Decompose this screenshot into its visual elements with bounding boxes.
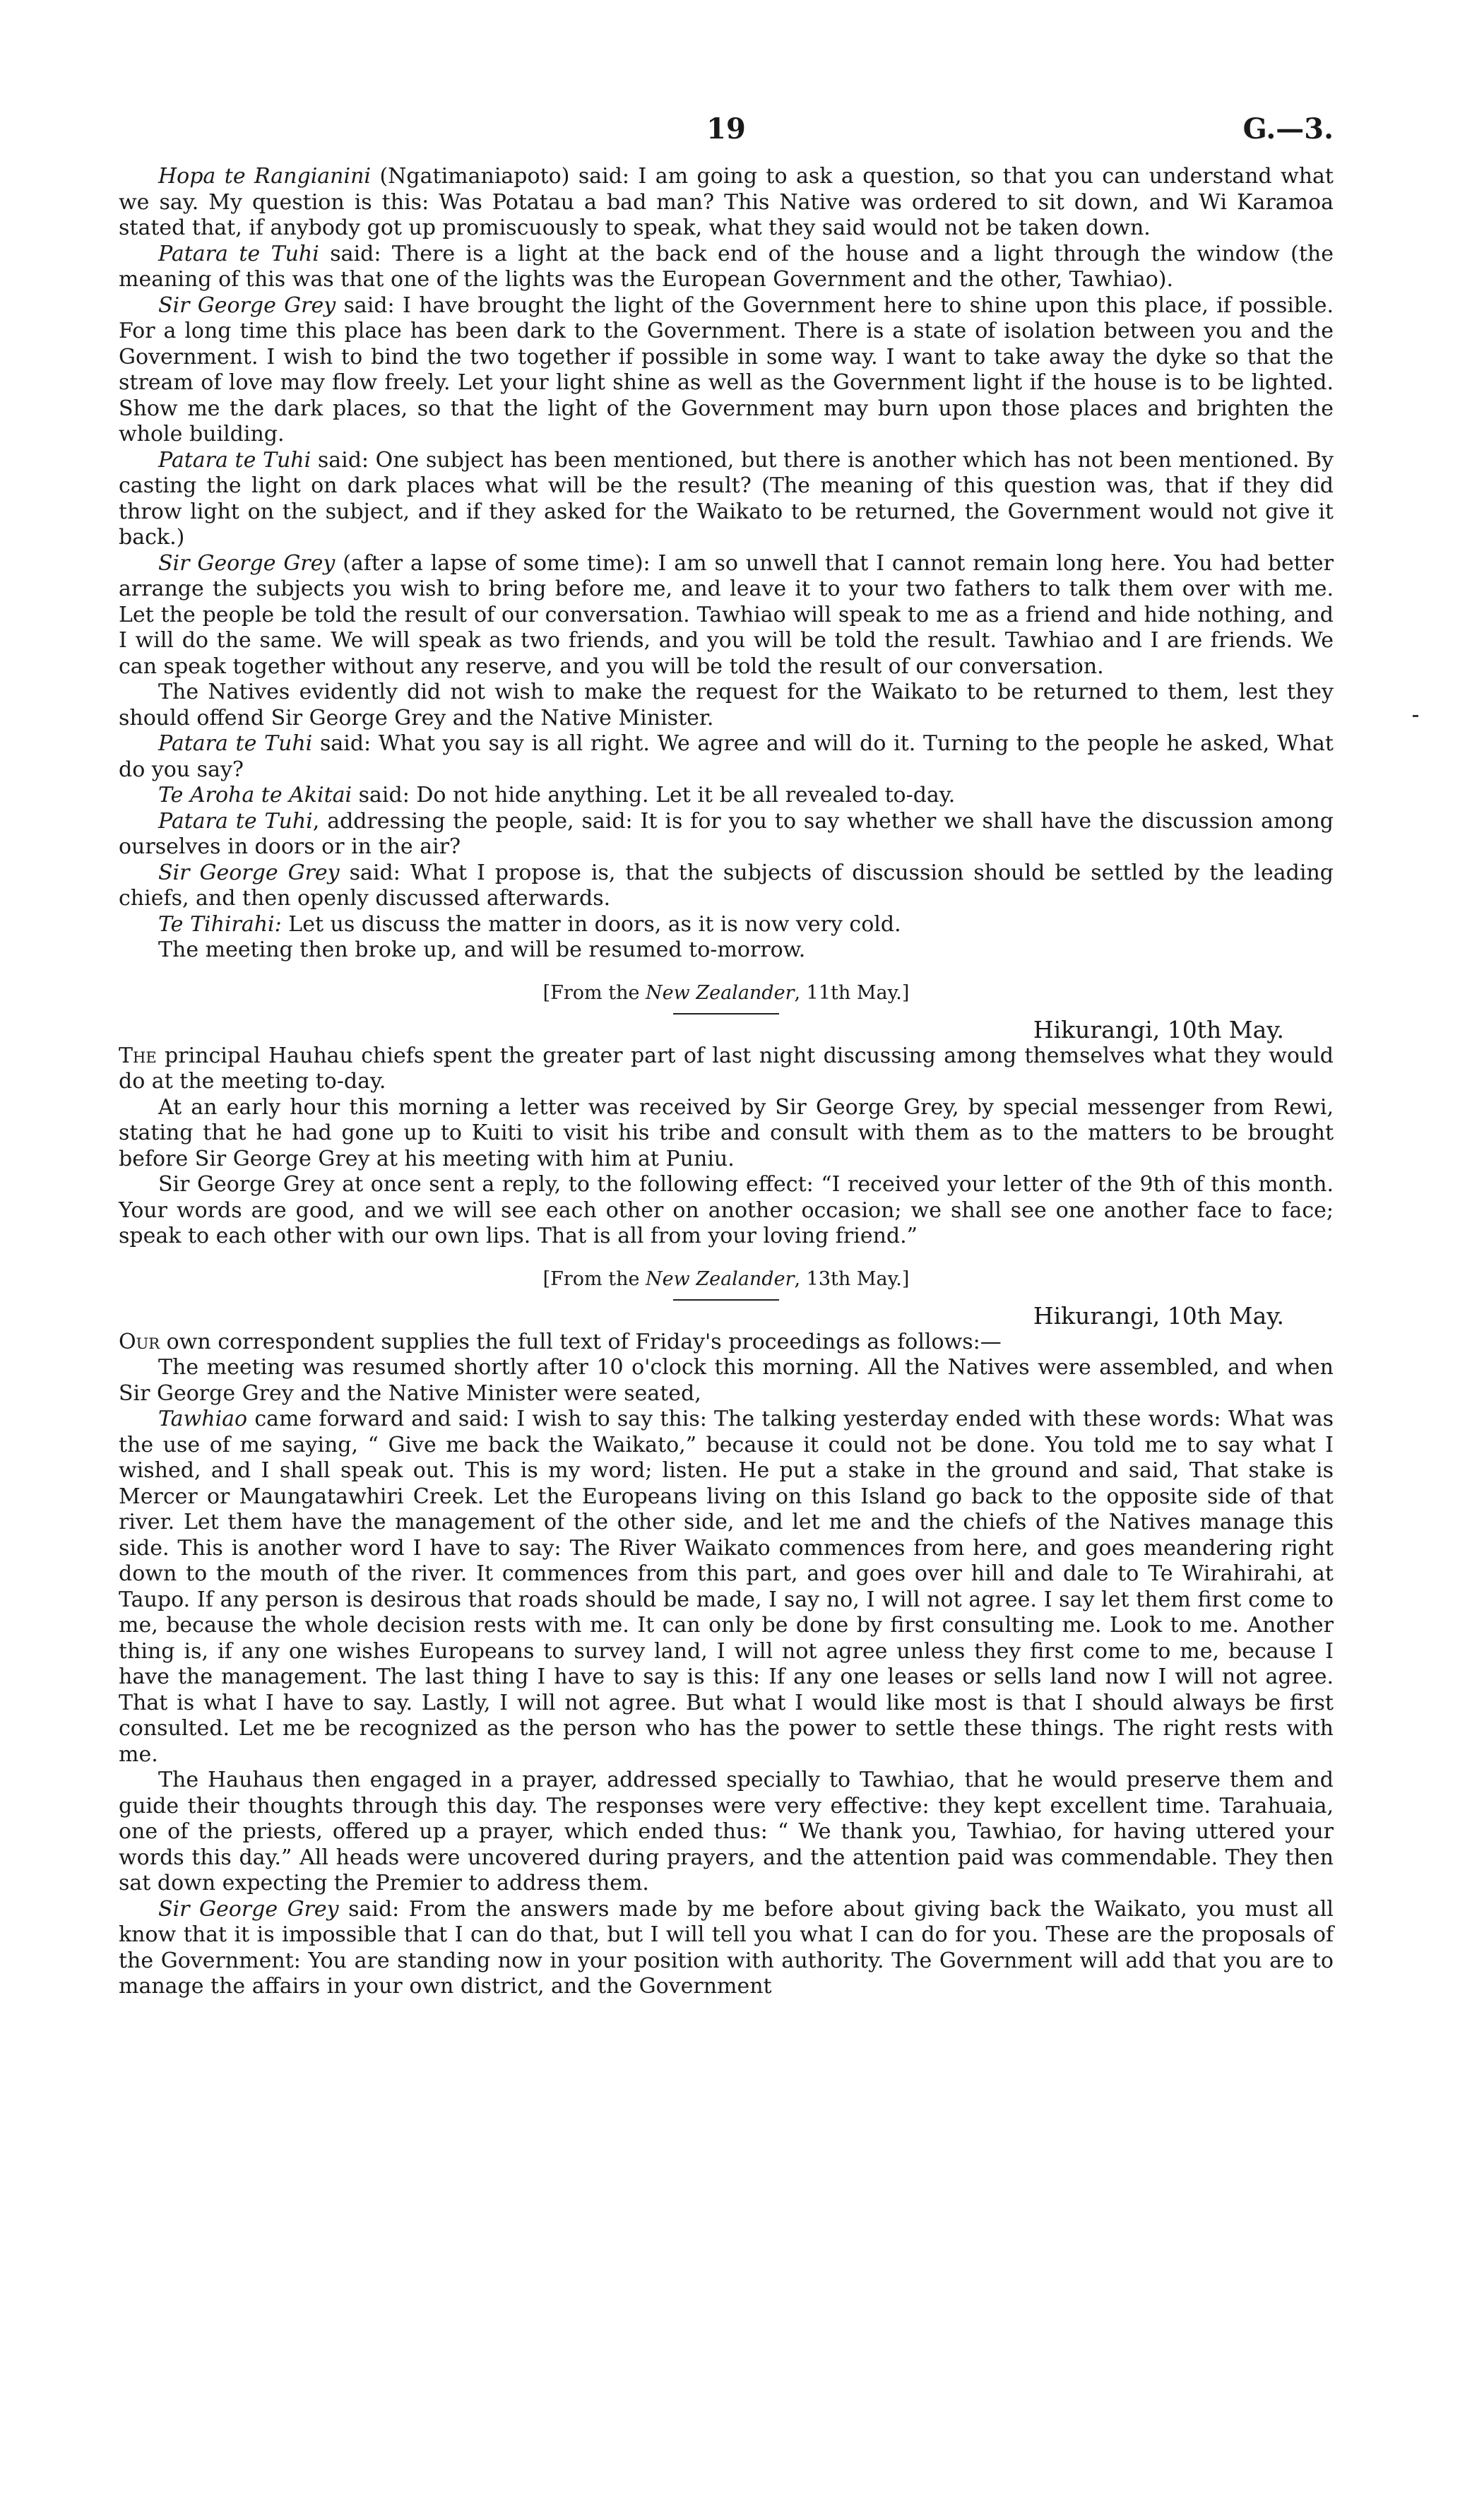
paragraph: Hopa te Rangianini (Ngatimaniapoto) said: I am going to ask a question, so that you can understand what we say. My question is this: Was Potatau a bad man? This Native was ordered to sit down, and Wi Karamoa stated that, if anybody got up promiscuously to speak, what they said would not be taken down. [119,164,1334,240]
speaker-name: Te Tihirahi: [158,911,282,937]
section-nz-13-may [119,1267,1334,2000]
page-header [119,0,1334,164]
paragraph: Te Aroha te Akitai said: Do not hide anything. Let it be all revealed to-day. [158,783,956,808]
speaker-name: Patara te Tuhi [158,447,311,473]
paragraph: At an early hour this morning a letter was received by Sir George Grey, by special messenger from Rewi, stating that he had gone up to Kuiti to visit his tribe and consult with them as to the matters to be brought before Sir George Grey at his meeting with him at Puniu. [119,1094,1334,1171]
paragraph: Te Tihirahi: Let us discuss the matter in doors, as it is now very cold. [158,911,901,937]
document-page [119,0,1334,2000]
paragraph: The Natives evidently did not wish to make the request for the Waikato to be returned to them, lest they should offend Sir George Grey and the Native Minister. [119,680,1334,730]
speaker-name: Sir George Grey [158,1896,339,1922]
paragraph: Sir George Grey at once sent a reply, to the following effect: “I received your letter of the 9th of this month. Your words are good, and we will see each other on another occasion; we shall see one another face to face; speak to each other with our own lips. That is all from your loving friend.” [119,1172,1334,1248]
dateline: Hikurangi, 10th May. [1033,1016,1284,1043]
section-meeting-report [119,164,1334,964]
paragraph: Sir George Grey said: From the answers made by me before about giving back the Waikato, you must all know that it is impossible that I can do that, but I will tell you what I can do for you. These are the proposals of the Government: You are standing now in your position with authority. The Government will add that you are to manage the affairs in your own district, and the Government [119,1896,1334,1999]
source-line: [From the New Zealander, 11th May.] [542,981,910,1004]
speaker-name: Sir George Grey [158,292,336,318]
speaker-name: Sir George Grey [158,860,340,885]
paragraph: Tawhiao came forward and said: I wish to say this: The talking yesterday ended with these words: What was the use of me saying, “ Give me back the Waikato,” because it could not be done. You told me to say what I wished, and I shall speak out. This is my word; listen. He put a stake in the ground and said, That stake is Mercer or Maungatawhiri Creek. Let the Europeans living on this Island go back to the opposite side of that river. Let them have the management of the other side, and let me and the chiefs of the Natives manage this side. This is another word I have to say: The River Waikato commences from here, and goes meandering right down to the mouth of the river. It commences from this part, and goes over hill and dale to Te Wirahirahi, at Taupo. If any person is desirous that roads should be made, I say no, I will not agree. I say let them first come to me, because the whole decision rests with me. It can only be done by first consulting me. Look to me. Another thing is, if any one wishes Europeans to survey land, I will not agree unless they first come to me, because I have the management. The last thing I have to say is this: If any one leases or sells land now I will not agree. That is what I have to say. Lastly, I will not agree. But what I would like most is that I should always be first consulted. Let me be recognized as the person who has the power to settle these things. The right rests with me. [119,1407,1334,1767]
divider [673,1013,779,1014]
speaker-name: Patara te Tuhi [158,731,313,756]
source-line: [From the New Zealander, 13th May.] [542,1267,910,1290]
paragraph: Patara te Tuhi said: What you say is all right. We agree and will do it. Turning to the people he asked, What do you say? [119,731,1334,782]
paragraph: The meeting was resumed shortly after 10 o'clock this morning. All the Natives were assembled, and when Sir George Grey and the Native Minister were seated, [119,1355,1334,1406]
section-nz-11-may [119,981,1334,1250]
paragraph: Patara te Tuhi said: There is a light at the back end of the house and a light through the window (the meaning of this was that one of the lights was the European Government and the other, Tawhiao). [119,241,1334,292]
speaker-name: Te Aroha te Akitai [158,783,352,808]
paragraph: The Hauhaus then engaged in a prayer, addressed specially to Tawhiao, that he would preserve them and guide their thoughts through this day. The responses were very effective: they kept excellent time. Tarahuaia, one of the priests, offered up a prayer, which ended thus: “ We thank you, Tawhiao, for having uttered your words this day.” All heads were uncovered during prayers, and the attention paid was commendable. They then sat down expecting the Premier to address them. [119,1768,1334,1895]
lead-word: The [119,1043,157,1068]
margin-mark [1413,715,1418,717]
paragraph: Patara te Tuhi, addressing the people, said: It is for you to say whether we shall have the discussion among ourselves in doors or in the air? [119,808,1334,859]
paragraph: The principal Hauhau chiefs spent the greater part of last night discussing among themselves what they would do at the meeting to-day. [119,1043,1334,1094]
paragraph: Sir George Grey said: What I propose is, that the subjects of discussion should be settled by the leading chiefs, and then openly discussed afterwards. [119,860,1334,911]
speaker-name: Patara te Tuhi [158,808,313,834]
document-reference: G.—3. [1242,112,1334,146]
dateline: Hikurangi, 10th May. [1033,1302,1284,1330]
paragraph: Sir George Grey (after a lapse of some time): I am so unwell that I cannot remain long here. You had better arrange the subjects you wish to bring before me, and leave it to your two fathers to talk them over with me. Let the people be told the result of our conversation. Tawhiao will speak to me as a friend and hide nothing, and I will do the same. We will speak as two friends, and you will be told the result. Tawhiao and I are friends. We can speak together without any reserve, and you will be told the result of our conversation. [119,550,1334,679]
page-number: 19 [706,112,746,146]
paragraph: Sir George Grey said: I have brought the light of the Government here to shine upon this place, if possible. For a long time this place has been dark to the Government. There is a state of isolation between you and the Government. I wish to bind the two together if possible in some way. I want to take away the dyke so that the stream of love may flow freely. Let your light shine as well as the Government light if the house is to be lighted. Show me the dark places, so that the light of the Government may burn upon those places and brighten the whole building. [119,292,1334,446]
speaker-name: Tawhiao [158,1407,248,1431]
paragraph: Patara te Tuhi said: One subject has been mentioned, but there is another which has not been mentioned. By casting the light on dark places what will be the result? (The meaning of this question was, that if they did throw light on the subject, and if they asked for the Waikato to be returned, the Government would not give it back.) [119,447,1334,550]
speaker-name: Sir George Grey [158,550,336,576]
speaker-name: Hopa te Rangianini [158,164,372,189]
speaker-name: Patara te Tuhi [158,241,319,266]
paragraph: The meeting then broke up, and will be resumed to-morrow. [158,937,806,962]
paragraph: Our own correspondent supplies the full text of Friday's proceedings as follows:— [119,1329,1002,1354]
divider [673,1299,779,1301]
lead-word: Our [119,1329,160,1354]
